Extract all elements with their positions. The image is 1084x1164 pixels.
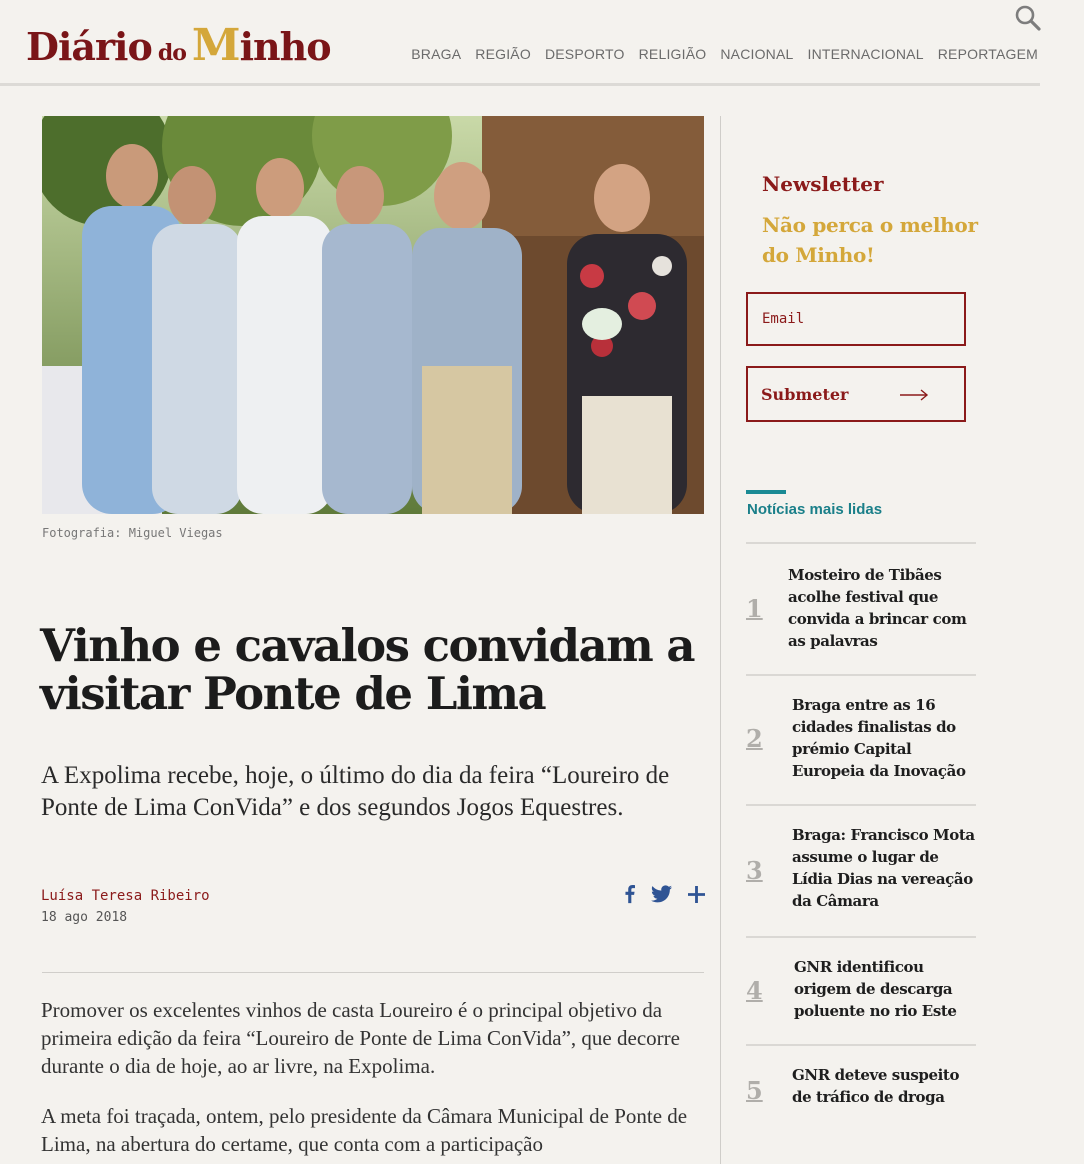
most-read-rank: 5 — [746, 1076, 763, 1105]
newsletter-title: Newsletter — [762, 172, 884, 196]
most-read-accent-bar — [746, 490, 786, 494]
most-read-item-4[interactable] — [746, 936, 976, 1044]
most-read-headline[interactable]: GNR identificou origem de descarga poluente no rio Este — [794, 958, 957, 1020]
article-date: 18 ago 2018 — [41, 910, 128, 925]
search-icon[interactable] — [1014, 4, 1042, 32]
nav-item-internacional[interactable]: INTERNACIONAL — [807, 46, 924, 62]
most-read-headline[interactable]: Mosteiro de Tibães acolhe festival que convida a brincar com as palavras — [788, 566, 967, 650]
most-read-title: Notícias mais lidas — [747, 501, 883, 518]
nav-item-nacional[interactable]: NACIONAL — [720, 46, 794, 62]
article-divider — [42, 972, 704, 973]
nav-item-religiao[interactable]: RELIGIÃO — [638, 46, 707, 62]
most-read-rank: 4 — [746, 976, 763, 1005]
article-paragraph: Promover os excelentes vinhos de casta Loureiro é o principal objetivo da primeira edição da feira “Loureiro de Ponte de Lima ConVida”, que decorre durante o dia de hoje, ao ar livre, na Expolima. — [41, 998, 680, 1078]
most-read-item-5[interactable] — [746, 1044, 976, 1124]
facebook-icon[interactable] — [624, 884, 635, 908]
nav-item-desporto[interactable]: DESPORTO — [544, 46, 625, 62]
plus-icon[interactable] — [688, 886, 705, 907]
arrow-right-icon — [898, 388, 930, 402]
site-header — [0, 0, 1040, 86]
most-read-rank: 1 — [746, 594, 763, 623]
most-read-headline[interactable]: Braga entre as 16 cidades finalistas do prémio Capital Europeia da Inovação — [792, 696, 966, 780]
most-read-item-1[interactable] — [746, 542, 976, 674]
most-read-item-3[interactable] — [746, 804, 976, 936]
main-nav — [411, 46, 1038, 62]
share-bar — [624, 884, 705, 908]
most-read-rank: 3 — [746, 856, 763, 885]
newsletter-subtitle: Não perca o melhor do Minho! — [762, 213, 978, 267]
most-read-headline[interactable]: GNR deteve suspeito de tráfico de droga — [792, 1066, 960, 1106]
nav-item-reportagem[interactable]: REPORTAGEM — [937, 46, 1038, 62]
newsletter-submit-button[interactable] — [746, 366, 966, 422]
article-hero-photo — [42, 116, 704, 514]
article-author[interactable]: Luísa Teresa Ribeiro — [41, 888, 210, 904]
article-title: Vinho e cavalos convidam a visitar Ponte de Lima — [40, 619, 695, 720]
article-lead: A Expolima recebe, hoje, o último do dia da feira “Loureiro de Ponte de Lima ConVida” e dos segundos Jogos Equestres. — [41, 762, 670, 821]
logo-word-diario: Diário — [26, 24, 152, 69]
logo-word-do: do — [157, 40, 186, 66]
site-logo[interactable] — [26, 20, 331, 76]
nav-item-braga[interactable]: BRAGA — [411, 46, 462, 62]
twitter-icon[interactable] — [651, 885, 672, 907]
most-read-headline[interactable]: Braga: Francisco Mota assume o lugar de Lídia Dias na vereação da Câmara — [792, 826, 975, 910]
newsletter-email-input[interactable] — [746, 292, 966, 346]
column-divider — [720, 116, 721, 1164]
submit-label: Submeter — [761, 384, 849, 404]
logo-word-inho: inho — [239, 24, 331, 69]
photo-caption: Fotografia: Miguel Viegas — [42, 526, 223, 540]
article-paragraph: A meta foi traçada, ontem, pelo presidente da Câmara Municipal de Ponte de Lima, na abertura do certame, que conta com a participação — [41, 1104, 688, 1156]
logo-letter-m: M — [191, 20, 240, 71]
most-read-rank: 2 — [746, 724, 763, 753]
nav-item-regiao[interactable]: REGIÃO — [475, 46, 531, 62]
most-read-item-2[interactable] — [746, 674, 976, 804]
